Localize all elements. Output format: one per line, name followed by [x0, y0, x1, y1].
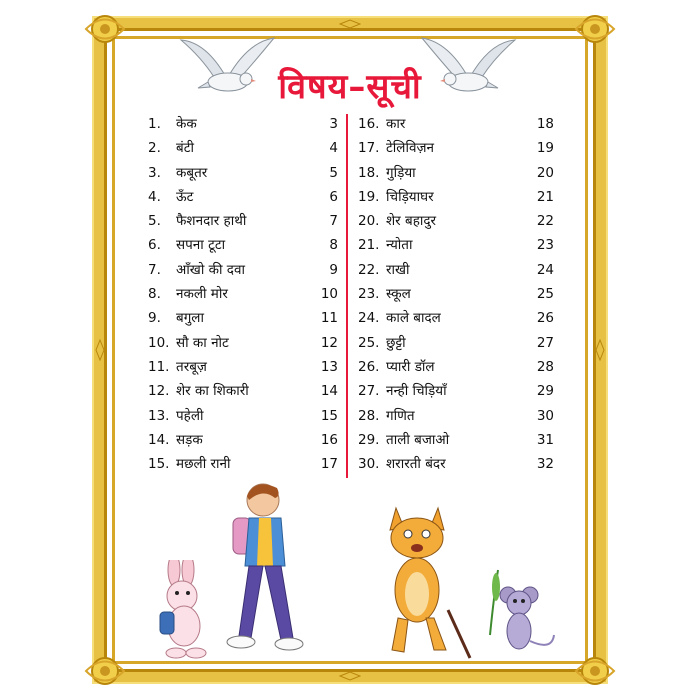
item-page: 22 — [536, 213, 554, 230]
contents-row — [148, 355, 338, 379]
item-page: 9 — [329, 261, 338, 278]
item-number: 29. — [358, 431, 380, 448]
item-number: 6. — [148, 237, 161, 254]
corner-ornament-icon — [82, 6, 128, 52]
item-page: 6 — [329, 188, 338, 205]
item-number: 21. — [358, 237, 380, 254]
contents-row — [148, 282, 338, 306]
contents-row — [358, 282, 554, 306]
contents-row — [148, 233, 338, 257]
item-page: 26 — [536, 310, 554, 327]
contents-row — [358, 258, 554, 282]
contents-row — [358, 306, 554, 330]
item-page: 12 — [320, 334, 338, 351]
contents-row — [358, 355, 554, 379]
boy-with-backpack-illustration — [215, 478, 305, 658]
item-page: 5 — [329, 164, 338, 181]
item-title: गुड़िया — [386, 164, 416, 181]
item-page: 31 — [536, 431, 554, 448]
item-title: सड़क — [176, 431, 203, 448]
contents-column-left — [148, 112, 338, 476]
item-page: 14 — [320, 383, 338, 400]
item-page: 13 — [320, 358, 338, 375]
item-title: शेर का शिकारी — [176, 383, 249, 400]
item-title: सौ का नोट — [176, 334, 229, 351]
contents-row — [148, 404, 338, 428]
item-page: 27 — [536, 334, 554, 351]
item-title: तरबूज़ — [176, 358, 207, 375]
page-title: विषय–सूची — [278, 67, 422, 107]
contents-row — [358, 331, 554, 355]
item-title: न्योता — [386, 237, 413, 254]
contents-row — [148, 209, 338, 233]
item-number: 20. — [358, 213, 380, 230]
item-title: ऊँट — [176, 188, 194, 205]
item-number: 26. — [358, 358, 380, 375]
item-page: 11 — [320, 310, 338, 327]
contents-row — [148, 452, 338, 476]
item-page: 3 — [329, 116, 338, 132]
item-title: कार — [386, 116, 406, 132]
corner-ornament-icon — [82, 648, 128, 694]
contents-row — [358, 185, 554, 209]
contents-column-right — [358, 112, 554, 476]
contents-row — [148, 306, 338, 330]
contents-row — [358, 404, 554, 428]
corner-ornament-icon — [572, 6, 618, 52]
item-number: 1. — [148, 116, 161, 132]
item-number: 23. — [358, 286, 380, 303]
contents-row — [148, 379, 338, 403]
item-page: 20 — [536, 164, 554, 181]
item-number: 8. — [148, 286, 161, 303]
side-ornament-icon — [589, 339, 611, 361]
item-number: 16. — [358, 116, 380, 132]
contents-row — [148, 428, 338, 452]
item-number: 18. — [358, 164, 380, 181]
item-title: टेलिविज़न — [386, 140, 434, 157]
item-number: 27. — [358, 383, 380, 400]
item-title: नकली मोर — [176, 286, 228, 303]
item-number: 12. — [148, 383, 170, 400]
contents-row — [358, 379, 554, 403]
item-title: बगुला — [176, 310, 204, 327]
item-number: 24. — [358, 310, 380, 327]
item-page: 30 — [536, 407, 554, 424]
bottom-ornament-icon — [339, 665, 361, 687]
item-number: 14. — [148, 431, 170, 448]
item-title: ताली बजाओ — [386, 431, 450, 448]
contents-row — [358, 161, 554, 185]
item-page: 28 — [536, 358, 554, 375]
item-page: 23 — [536, 237, 554, 254]
contents-row — [148, 136, 338, 160]
top-ornament-icon — [339, 13, 361, 35]
contents-row — [358, 428, 554, 452]
item-page: 17 — [320, 456, 338, 473]
cat-with-cane-illustration — [368, 500, 478, 665]
item-page: 10 — [320, 286, 338, 303]
item-title: गणित — [386, 407, 415, 424]
item-number: 28. — [358, 407, 380, 424]
item-title: शरारती बंदर — [386, 456, 446, 473]
contents-row — [358, 136, 554, 160]
contents-row — [358, 452, 554, 476]
item-title: फैशनदार हाथी — [176, 213, 247, 230]
item-page: 25 — [536, 286, 554, 303]
item-title: नन्ही चिड़ियाँ — [386, 383, 447, 400]
item-title: राखी — [386, 261, 410, 278]
contents-row — [358, 233, 554, 257]
item-title: छुट्टी — [386, 334, 406, 351]
item-title: केक — [176, 116, 197, 132]
item-number: 7. — [148, 261, 161, 278]
contents-row — [148, 185, 338, 209]
item-title: पहेली — [176, 407, 204, 424]
item-number: 25. — [358, 334, 380, 351]
item-title: स्कूल — [386, 286, 411, 303]
item-page: 18 — [536, 116, 554, 132]
item-number: 5. — [148, 213, 161, 230]
item-page: 7 — [329, 213, 338, 230]
item-page: 19 — [536, 140, 554, 157]
item-page: 24 — [536, 261, 554, 278]
item-page: 16 — [320, 431, 338, 448]
item-title: शेर बहादुर — [386, 213, 437, 230]
item-number: 13. — [148, 407, 170, 424]
item-title: चिड़ियाघर — [386, 188, 434, 205]
bunny-illustration — [150, 560, 220, 660]
item-number: 2. — [148, 140, 161, 157]
item-number: 17. — [358, 140, 380, 157]
item-page: 15 — [320, 407, 338, 424]
item-title: सपना टूटा — [176, 237, 226, 254]
item-title: बंटी — [176, 140, 195, 157]
contents-row — [148, 112, 338, 136]
contents-row — [358, 209, 554, 233]
item-number: 9. — [148, 310, 161, 327]
contents-row — [148, 331, 338, 355]
contents-row — [358, 112, 554, 136]
item-page: 4 — [329, 140, 338, 157]
item-page: 8 — [329, 237, 338, 254]
item-number: 19. — [358, 188, 380, 205]
contents-row — [148, 258, 338, 282]
item-title: कबूतर — [176, 164, 208, 181]
item-number: 3. — [148, 164, 161, 181]
item-title: काले बादल — [386, 310, 441, 327]
contents-row — [148, 161, 338, 185]
item-page: 32 — [536, 456, 554, 473]
item-number: 4. — [148, 188, 161, 205]
item-page: 21 — [536, 188, 554, 205]
item-page: 29 — [536, 383, 554, 400]
item-number: 11. — [148, 358, 170, 375]
item-title: मछली रानी — [176, 456, 231, 473]
item-number: 22. — [358, 261, 380, 278]
item-number: 30. — [358, 456, 380, 473]
item-title: प्यारी डॉल — [386, 358, 435, 375]
mouse-with-leaf-illustration — [480, 565, 560, 660]
item-number: 10. — [148, 334, 170, 351]
item-number: 15. — [148, 456, 170, 473]
side-ornament-icon — [89, 339, 111, 361]
corner-ornament-icon — [572, 648, 618, 694]
item-title: आँखो की दवा — [176, 261, 245, 278]
column-divider — [346, 114, 348, 478]
